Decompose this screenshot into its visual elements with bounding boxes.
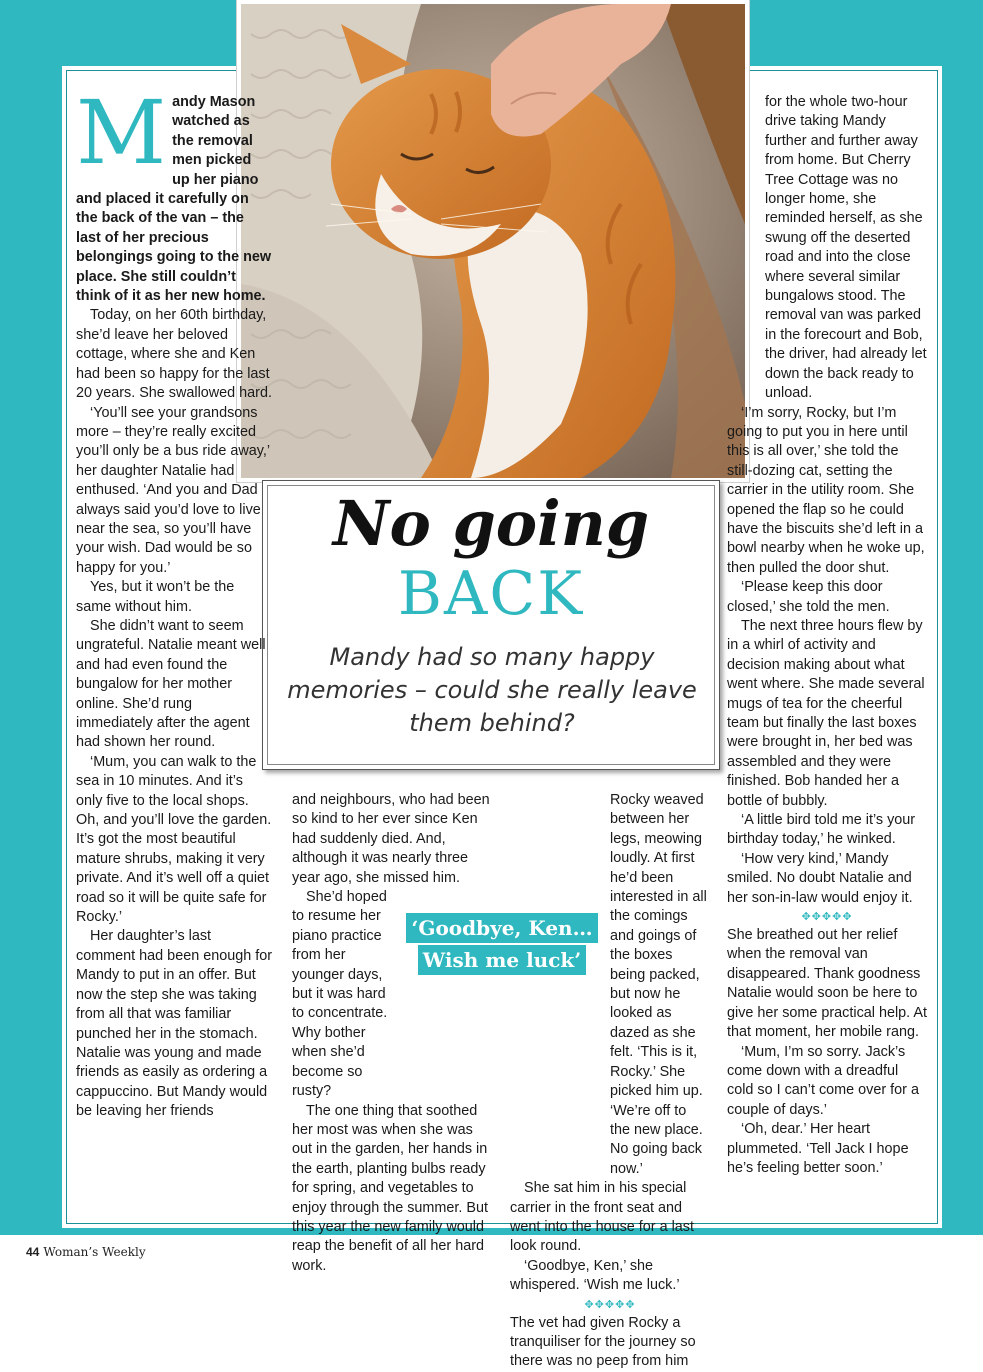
paragraph: ‘I’m sorry, Rocky, but I’m going to put you in here until this is all over,’ she told the still-dozing cat, setting the carrier in the utility room. She opened the flap so he could have the biscuits she’d left in a bowl nearby when he woke up, then pulled the door shut. [727, 404, 925, 576]
cat-photo [237, 0, 749, 482]
headline-line-2: BACK [397, 559, 585, 629]
paragraph: ‘You’ll see your grandsons more – they’re really excited you’ll only be a bus ride away,’ her daughter Natalie had enthused. ‘And you and Dad always said you’d love to live near the sea, so you’ll have your wish. Dad would be so happy for you.’ [76, 404, 270, 576]
page-number: 44 [26, 1245, 40, 1259]
paragraph: She sat him in his special carrier in the front seat and went into the house for a last look round. [510, 1180, 694, 1255]
page-footer [26, 1245, 146, 1259]
standfirst: Mandy had so many happy memories – could she really leave them behind? [287, 643, 697, 737]
paragraph: She didn’t want to seem ungrateful. Natalie meant well and had even found the bungalow for her mother online. She’d rung immediately after the agent had shown her round. [76, 617, 266, 751]
paragraph: ‘Mum, I’m so sorry. Jack’s come down with a dreadful cold so I can’t come over for a couple of days.’ [727, 1043, 919, 1118]
paragraph: She breathed out her relief when the removal van disappeared. Thank goodness Natalie would soon be here to give her some practical help. At that moment, her mobile rang. [727, 927, 927, 1041]
paragraph: for the whole two-hour drive taking Mandy further and further away from home. But Cherry Tree Cottage was no longer home, she reminded herself, as she swung off the deserted road and into the close where several similar bungalows stood. The removal van was parked in the forecourt and Bob, the driver, had already let down the back ready to unload. [765, 94, 927, 402]
column-2 [292, 791, 496, 1276]
column-3 [510, 791, 710, 1372]
paragraph: ‘A little bird told me it’s your birthday today,’ he winked. [727, 812, 916, 848]
paragraph: ‘Oh, dear.’ Her heart plummeted. ‘Tell Jack I hope he’s feeling better soon.’ [727, 1121, 909, 1176]
paragraph: The vet had given Rocky a tranquiliser for the journey so there was no peep from him [510, 1314, 696, 1370]
paragraph: Rocky weaved between her legs, meowing loudly. At first he’d been interested in all the comings and goings of the boxes being packed, but now he looked as dazed as she felt. ‘This is it, Rocky.’ She picked him up. ‘We’re off to the new place. No going back now.’ [610, 792, 707, 1177]
paragraph: Her daughter’s last comment had been enough for Mandy to put in an offer. But now the step she was taking from all that was familiar punched her in the stomach. Natalie was young and made friends as easily as ordering a cappuccino. But Mandy would be leaving her friends [76, 928, 273, 1120]
section-divider: ✥✥✥✥✥ [584, 1298, 636, 1311]
paragraph: ‘Mum, you can walk to the sea in 10 minutes. And it’s only five to the local shops. Oh, and you’ll love the garden. It’s got the most beautiful mature shrubs, making it very private. And it’s well off a quiet road so it will be quite safe for Rocky.’ [76, 753, 272, 926]
magazine-name: Woman’s Weekly [43, 1245, 146, 1259]
paragraph: Today, on her 60th birthday, she’d leave her beloved cottage, where she and Ken had been so happy for the last 20 years. She swallowed hard. [76, 307, 272, 402]
paragraph: ‘How very kind,’ Mandy smiled. No doubt Natalie and her son-in-law would enjoy it. [727, 850, 913, 906]
headline-box [262, 480, 720, 770]
paragraph: She’d hoped to resume her piano practice from her younger days, but it was hard to concentrate. Why bother when she’d become so rusty? [292, 889, 388, 1100]
paragraph: ‘Goodbye, Ken,’ she whispered. ‘Wish me luck.’ [510, 1257, 680, 1294]
section-divider: ✥✥✥✥✥ [801, 911, 853, 924]
pull-quote-line-2: Wish me luck’ [418, 945, 586, 975]
intro-paragraph [76, 81, 272, 306]
intro-text: andy Mason watched as the removal men picked up her piano and placed it carefully on the back of the van – the last of her precious belongings going to the new place. She still couldn’t think of it as her new home. [76, 94, 272, 305]
paragraph: The next three hours flew by in a whirl of activity and decision making about what went where. She made several mugs of tea for the cheerful team but finally the last boxes were brought in, her bed was assembled and they were finished. Bob handed her a bottle of bubbly. [727, 617, 925, 809]
headline-line-1: No going [332, 487, 650, 560]
cat-illustration [241, 4, 745, 478]
drop-cap: M [76, 81, 167, 184]
paragraph: Yes, but it won’t be the same without him. [76, 579, 235, 615]
pull-quote-line-1: ‘Goodbye, Ken… [406, 913, 597, 943]
column-4 [727, 93, 927, 1178]
pull-quote [394, 912, 610, 976]
paragraph: and neighbours, who had been so kind to her ever since Ken had suddenly died. And, although it was nearly three year ago, she missed him. [292, 792, 490, 886]
paragraph: The one thing that soothed her most was when she was out in the garden, her hands in the earth, planting bulbs ready for spring, and vegetables to enjoy through the summer. But this year the new family would reap the benefit of all her hard work. [292, 1102, 488, 1274]
column-1 [76, 81, 273, 1122]
paragraph: ‘Please keep this door closed,’ she told the men. [727, 579, 890, 615]
